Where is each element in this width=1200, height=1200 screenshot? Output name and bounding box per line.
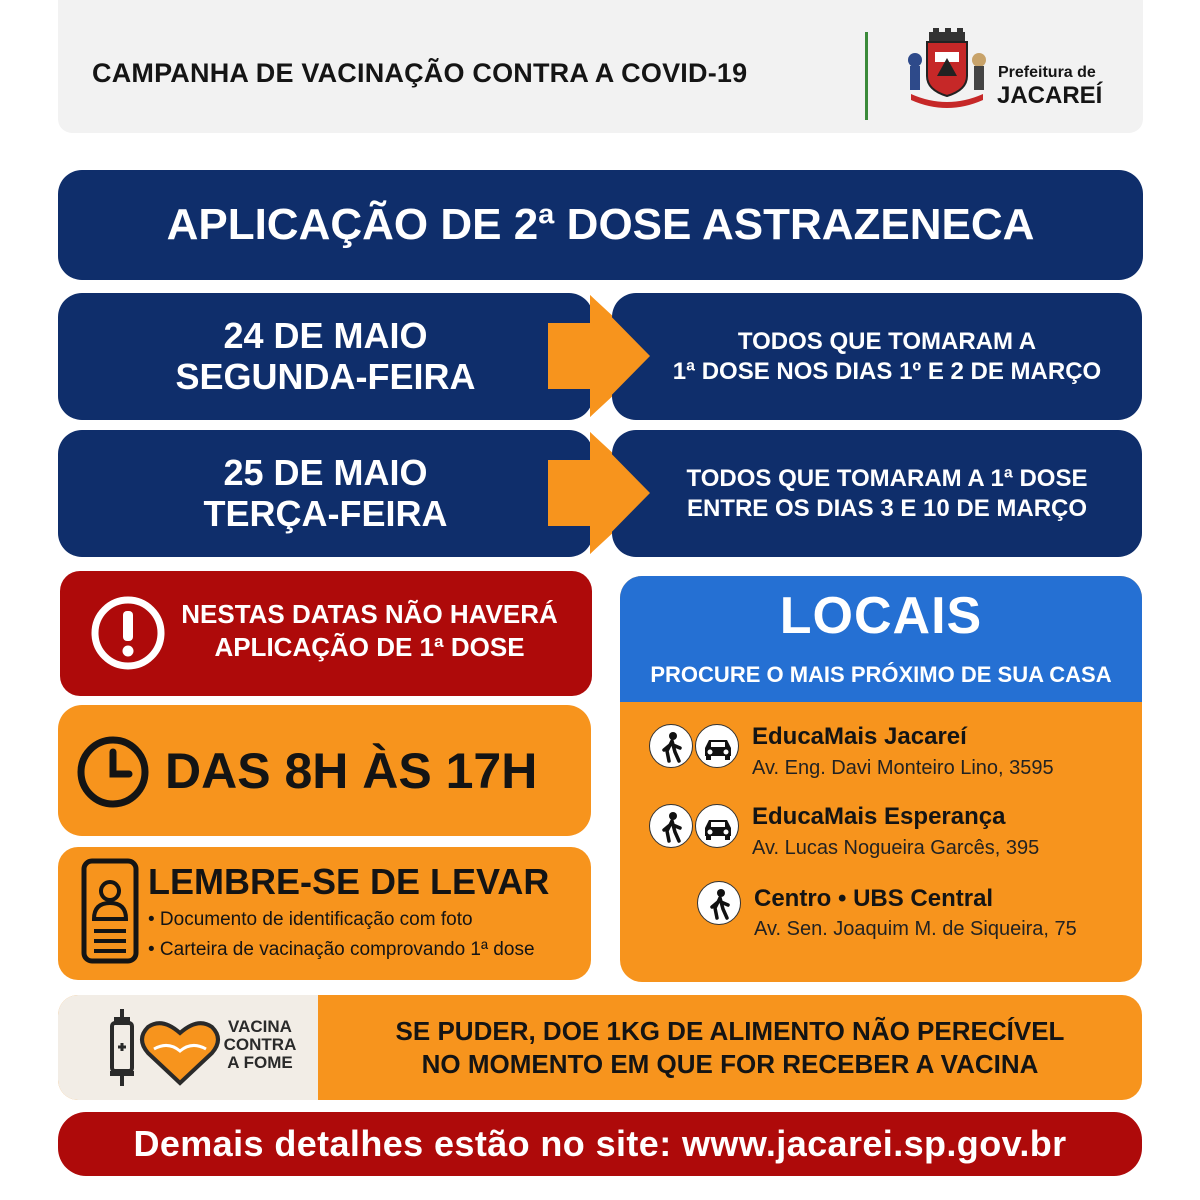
car-icon [695,724,739,768]
locations-subtitle: PROCURE O MAIS PRÓXIMO DE SUA CASA [650,662,1112,687]
remember-item-2: • Carteira de vacinação comprovando 1ª dose [148,939,535,960]
headline-text: APLICAÇÃO DE 2ª DOSE ASTRAZENECA [166,200,1035,249]
walking-icon [697,881,741,925]
date-2: 25 DE MAIO [223,452,428,494]
walking-icon [649,724,693,768]
remember-item-1: • Documento de identificação com foto [148,909,473,930]
arrow-icon [590,293,650,420]
location-1-address: Av. Eng. Davi Monteiro Lino, 3595 [752,757,1054,779]
info-box-1 [612,293,1142,420]
warning-line2: APLICAÇÃO DE 1ª DOSE [214,631,525,662]
food-donation-label [220,1018,300,1072]
campaign-title: CAMPANHA DE VACINAÇÃO CONTRA A COVID-19 [92,58,748,88]
car-icon [695,804,739,848]
location-2-address: Av. Lucas Nogueira Garcês, 395 [752,837,1040,859]
date-box-2 [58,430,593,557]
fome-line1: SE PUDER, DOE 1KG DE ALIMENTO NÃO PERECÍVEL [395,1016,1065,1046]
fome-label-1: VACINA [228,1017,292,1036]
location-3-address: Av. Sen. Joaquim M. de Siqueira, 75 [754,918,1077,940]
fome-line2: NO MOMENTO EM QUE FOR RECEBER A VACINA [421,1049,1039,1080]
location-1-name: EducaMais Jacareí [752,723,967,750]
city-crest-icon [905,28,989,108]
weekday-2: TERÇA-FEIRA [203,492,448,534]
fome-label-2: CONTRA [223,1034,297,1054]
date-1: 24 DE MAIO [223,315,428,357]
headline-banner [58,170,1143,280]
arrow-icon [590,430,650,557]
info-box-2 [612,430,1142,557]
fome-label-3: A FOME [227,1052,293,1072]
syringe-heart-icon [102,1003,222,1089]
walking-icon [649,804,693,848]
logo-text-bottom: JACAREÍ [997,82,1103,109]
location-2-name: EducaMais Esperança [752,803,1006,830]
info-2-line2: ENTRE OS DIAS 3 E 10 DE MARÇO [686,494,1088,522]
header-divider [865,32,868,120]
remember-title: LEMBRE-SE DE LEVAR [148,861,550,902]
clock-icon [75,734,151,810]
website-footer [58,1112,1142,1176]
hours-text: DAS 8H ÀS 17H [165,743,538,799]
warning-line1: NESTAS DATAS NÃO HAVERÁ [181,599,558,629]
locations-title: LOCAIS [779,587,983,645]
weekday-1: SEGUNDA-FEIRA [175,355,476,397]
website-text: Demais detalhes estão no site: www.jacarei.sp.gov.br [133,1123,1067,1164]
location-3-name: Centro • UBS Central [754,885,994,912]
logo-text-top: Prefeitura de [998,64,1096,81]
exclamation-icon [90,595,166,671]
id-card-icon [80,857,140,965]
warning-text [172,598,567,663]
info-2-line1: TODOS QUE TOMARAM A 1ª DOSE [686,464,1088,492]
date-box-1 [58,293,593,420]
info-1-line2: 1ª DOSE NOS DIAS 1º E 2 DE MARÇO [672,357,1102,385]
food-donation-text [320,1015,1140,1082]
info-1-line1: TODOS QUE TOMARAM A [737,327,1037,355]
